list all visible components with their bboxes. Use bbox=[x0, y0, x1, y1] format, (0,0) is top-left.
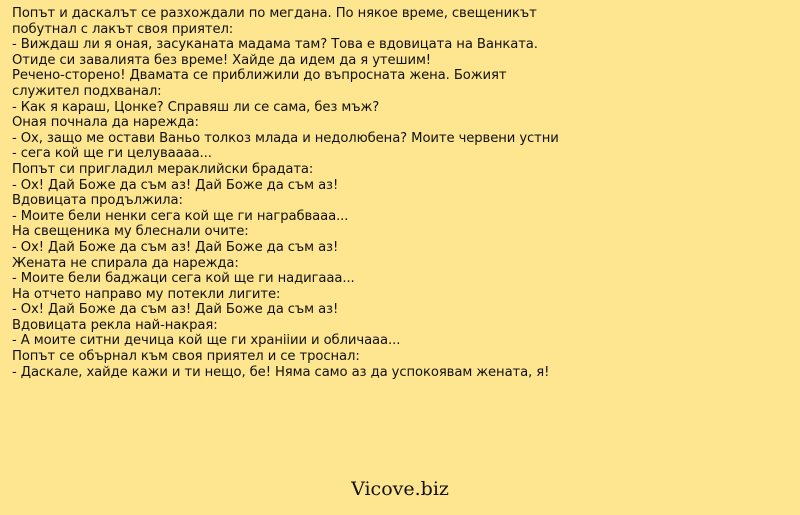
joke-line: побутнал с лакът своя приятел: bbox=[12, 21, 234, 37]
joke-line: Вдовицата рекла най-накрая: bbox=[12, 317, 218, 333]
joke-line: - А моите ситни дечица кой ще ги хранiiии и обличааа... bbox=[12, 333, 401, 349]
joke-line: - Ох! Дай Боже да съм аз! Дай Боже да съм аз! bbox=[12, 177, 339, 193]
joke-line: На отчето направо му потекли лигите: bbox=[12, 286, 281, 302]
joke-line: - Как я караш, Цонке? Справяш ли се сама, без мъж? bbox=[12, 99, 380, 115]
joke-line: Вдовицата продължила: bbox=[12, 193, 183, 209]
joke-line: Попът се обърнал към своя приятел и се троснал: bbox=[12, 349, 360, 365]
joke-line: - Моите бели баджаци сега кой ще ги надигааа... bbox=[12, 271, 355, 287]
joke-line: Попът и даскалът се разхождали по мегдана. По някое време, свещеникът bbox=[12, 6, 537, 21]
joke-text bbox=[12, 6, 792, 380]
site-name-footer: Vicove.biz bbox=[351, 478, 449, 500]
joke-line: Отиде си завалията без време! Хайде да идем да я утешим! bbox=[12, 52, 431, 68]
joke-line: - Ох! Дай Боже да съм аз! Дай Боже да съм аз! bbox=[12, 302, 339, 318]
joke-line: - Ох, защо ме остави Ваньо толкоз млада и недолюбена? Моите червени устни bbox=[12, 130, 559, 146]
joke-line: На свещеника му блеснали очите: bbox=[12, 224, 249, 240]
joke-line: - сега кой ще ги целуваааа... bbox=[12, 146, 212, 162]
joke-line: Попът си пригладил мераклийски брадата: bbox=[12, 161, 314, 177]
joke-line: - Ох! Дай Боже да съм аз! Дай Боже да съм аз! bbox=[12, 239, 339, 255]
joke-line: Речено-сторено! Двамата се приближили до въпросната жена. Божият bbox=[12, 68, 507, 84]
joke-line: Оная почнала да нарежда: bbox=[12, 115, 199, 131]
joke-line: - Моите бели ненки сега кой ще ги награбвааа... bbox=[12, 208, 349, 224]
joke-line: Жената не спирала да нарежда: bbox=[12, 255, 239, 271]
joke-line: - Даскале, хайде кажи и ти нещо, бе! Няма само аз да успокоявам жената, я! bbox=[12, 364, 550, 380]
joke-line: служител подхванал: bbox=[12, 83, 162, 99]
joke-line: - Виждаш ли я оная, засуканата мадама там? Това е вдовицата на Ванката. bbox=[12, 37, 538, 53]
